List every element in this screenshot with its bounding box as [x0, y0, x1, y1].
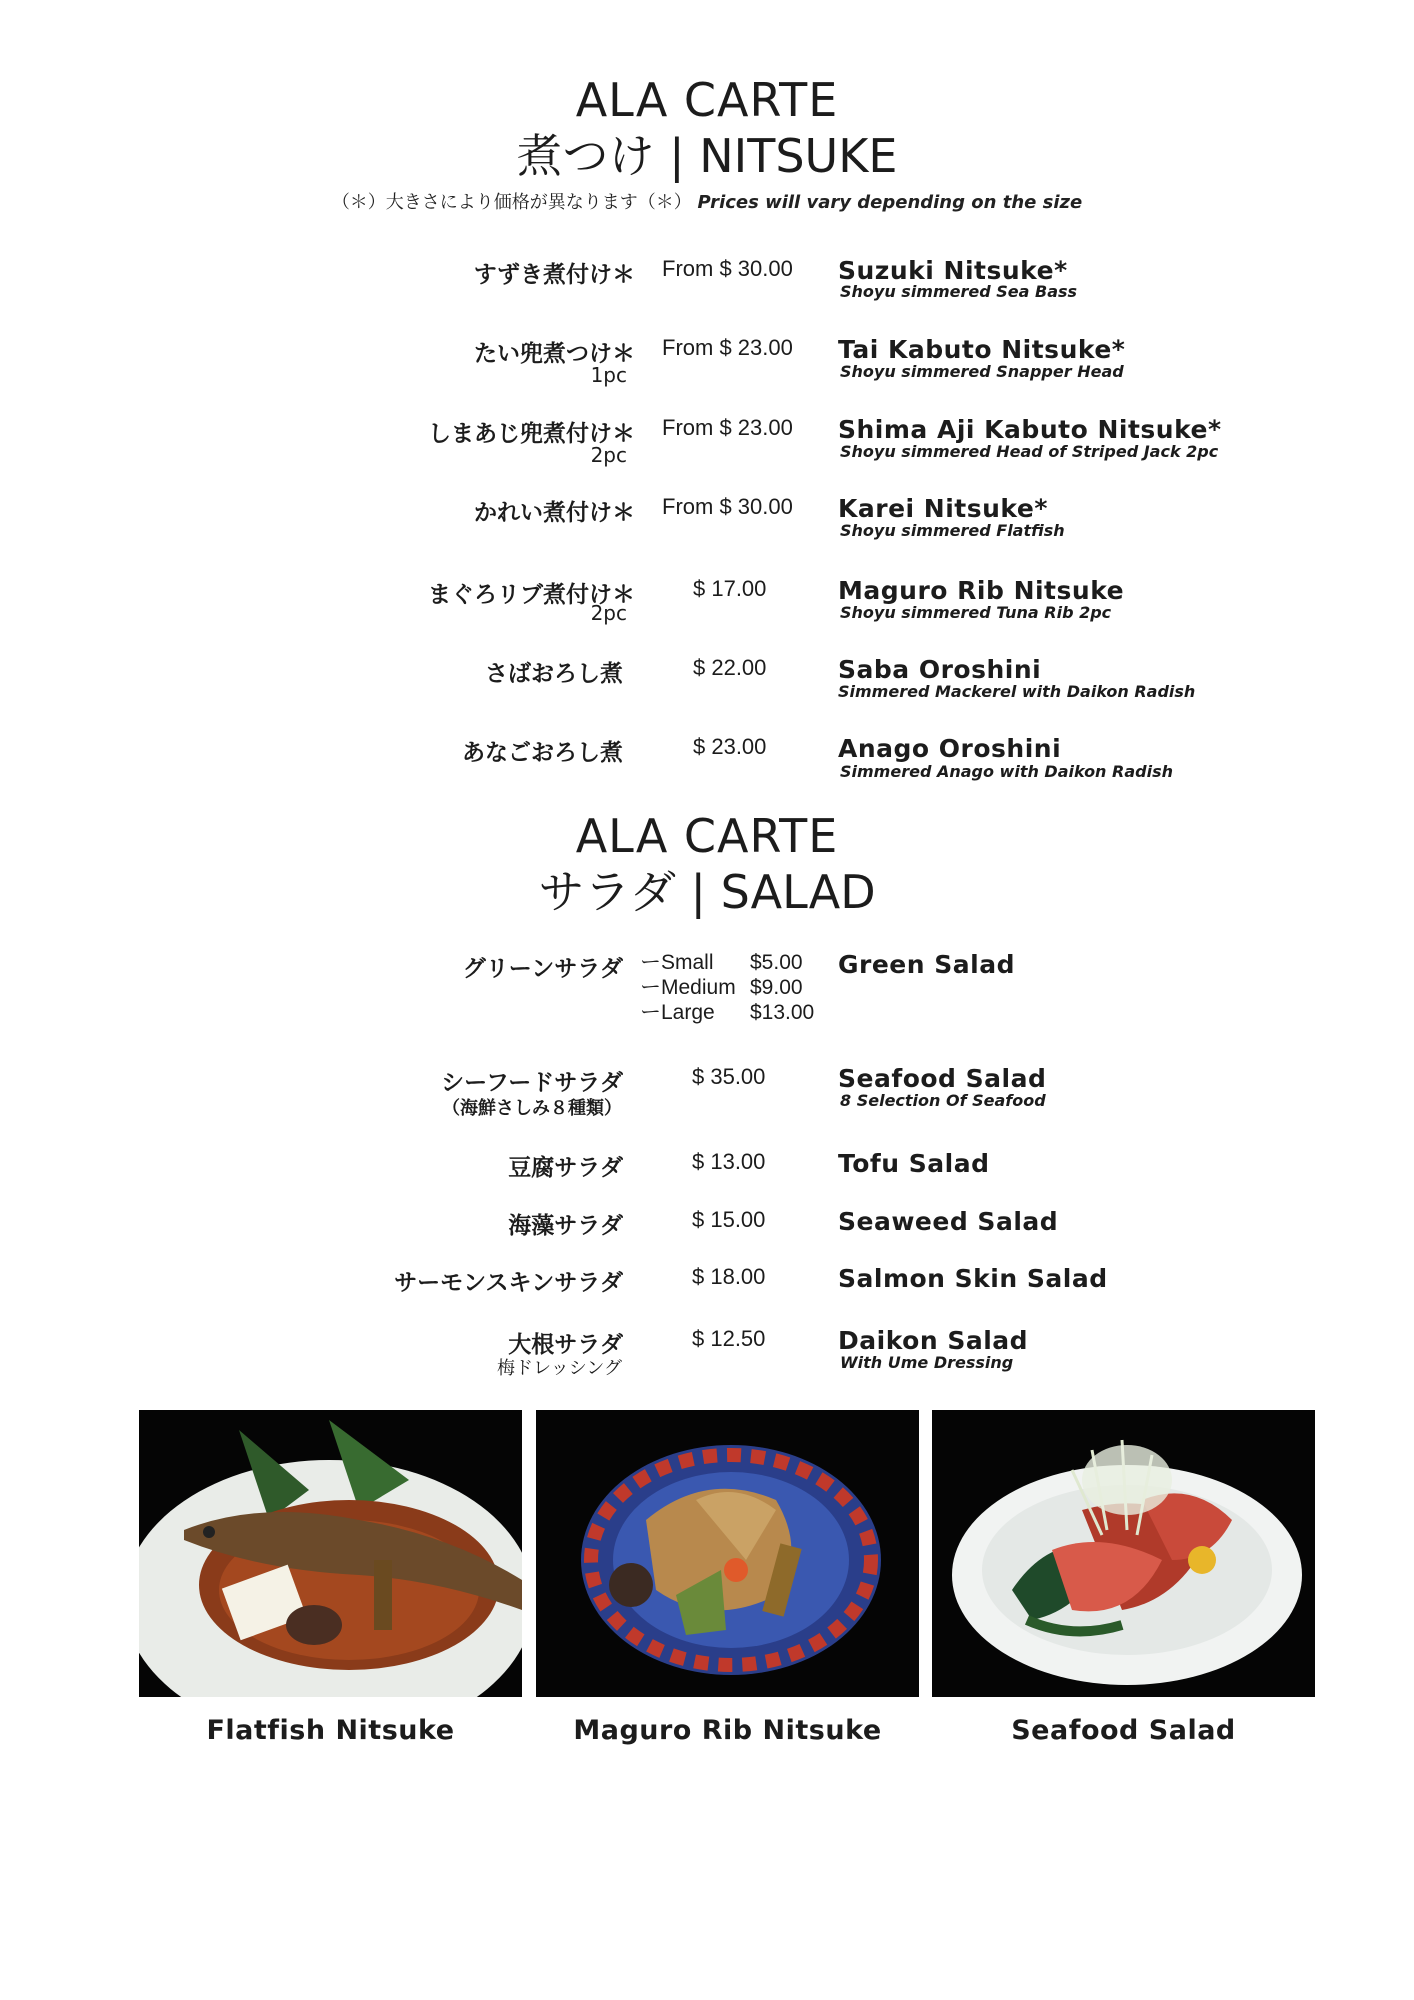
size-price: $13.00 [750, 1001, 815, 1024]
item-description: 8 Selection Of Seafood [840, 1091, 1046, 1110]
item-name-jp: シーフードサラダ [441, 1070, 623, 1096]
item-name-jp: あなごおろし煮 [462, 740, 623, 766]
item-name-jp: 大根サラダ [508, 1332, 623, 1358]
nitsuke-title-line2: 煮つけ | NITSUKE [516, 129, 898, 183]
item-description: Shoyu simmered Sea Bass [840, 282, 1078, 301]
item-price: $ 13.00 [692, 1149, 766, 1174]
price-note-jp: （＊）大きさにより価格が異なります（＊） [331, 192, 692, 213]
flatfish-nitsuke-photo [139, 1410, 522, 1697]
maguro-rib-nitsuke-photo [536, 1410, 919, 1697]
seafood-salad-caption: Seafood Salad [1011, 1715, 1236, 1746]
item-name-jp: 海藻サラダ [508, 1213, 623, 1239]
maguro-rib-nitsuke-caption: Maguro Rib Nitsuke [573, 1715, 882, 1746]
item-name-en: Seaweed Salad [838, 1207, 1059, 1236]
size-options [640, 950, 814, 1025]
flatfish-nitsuke-image [139, 1410, 522, 1697]
item-description: Shoyu simmered Tuna Rib 2pc [840, 603, 1112, 622]
nitsuke-title-line1: ALA CARTE [575, 73, 839, 127]
item-name-jp: たい兜煮つけ＊ [474, 341, 635, 367]
salad-heading [0, 808, 1414, 920]
item-name-jp: かれい煮付け＊ [474, 500, 635, 526]
item-price: $ 23.00 [693, 734, 767, 759]
item-name-en: Saba Oroshini [838, 655, 1042, 684]
item-name-en: Tofu Salad [838, 1149, 990, 1178]
size-label: ーLarge [640, 1001, 715, 1024]
size-option [640, 1000, 814, 1025]
item-name-jp: さばおろし煮 [485, 661, 623, 687]
item-price: $ 15.00 [692, 1207, 766, 1232]
item-name-en: Karei Nitsuke* [838, 494, 1048, 523]
item-name-jp: グリーンサラダ [462, 956, 623, 982]
item-name-jp: まぐろリブ煮付け＊ [428, 582, 635, 608]
item-name-jp: すずき煮付け＊ [473, 262, 635, 288]
item-description: Simmered Mackerel with Daikon Radish [838, 682, 1196, 701]
size-option [640, 950, 814, 975]
item-price: $ 18.00 [692, 1264, 766, 1289]
item-name-en: Tai Kabuto Nitsuke* [838, 335, 1126, 364]
maguro-rib-nitsuke-image [536, 1410, 919, 1697]
size-price: $5.00 [750, 951, 803, 974]
salad-title-line1: ALA CARTE [575, 809, 839, 863]
item-price: From $ 30.00 [662, 256, 793, 281]
item-name-en: Shima Aji Kabuto Nitsuke* [838, 415, 1222, 444]
item-name-en: Salmon Skin Salad [838, 1264, 1108, 1293]
item-price: $ 35.00 [692, 1064, 766, 1089]
item-price: From $ 30.00 [662, 494, 793, 519]
item-description: Shoyu simmered Flatfish [840, 521, 1065, 540]
size-label: ーSmall [640, 951, 714, 974]
nitsuke-heading [0, 72, 1414, 184]
flatfish-nitsuke-caption: Flatfish Nitsuke [206, 1715, 455, 1746]
item-name-jp: サーモンスキンサラダ [394, 1270, 623, 1296]
salad-title-line2: サラダ | SALAD [538, 865, 876, 919]
item-name-en: Anago Oroshini [838, 734, 1062, 763]
item-name-en: Seafood Salad [838, 1064, 1047, 1093]
item-price: From $ 23.00 [662, 415, 793, 440]
item-name-en: Maguro Rib Nitsuke [838, 576, 1125, 605]
item-name-en: Suzuki Nitsuke* [838, 256, 1068, 285]
price-note-en: Prices will vary depending on the size [697, 192, 1083, 213]
item-description: Shoyu simmered Snapper Head [840, 362, 1124, 381]
item-name-jp-sub: 2pc [590, 443, 627, 467]
size-price: $9.00 [750, 976, 803, 999]
item-name-jp-sub: 梅ドレッシング [496, 1358, 622, 1379]
item-price: $ 12.50 [692, 1326, 766, 1351]
size-label: ーMedium [640, 976, 736, 999]
item-name-jp: しまあじ兜煮付け＊ [428, 421, 635, 447]
price-note [0, 188, 1414, 214]
item-price: $ 22.00 [693, 655, 767, 680]
item-description: Simmered Anago with Daikon Radish [840, 762, 1173, 781]
item-name-jp-sub: 1pc [590, 363, 627, 387]
item-name-en: Green Salad [838, 950, 1015, 979]
item-price: From $ 23.00 [662, 335, 793, 360]
item-name-jp: 豆腐サラダ [508, 1155, 623, 1181]
seafood-salad-photo [932, 1410, 1315, 1697]
seafood-salad-image [932, 1410, 1315, 1697]
item-name-jp-sub: 2pc [590, 601, 627, 625]
size-option [640, 975, 814, 1000]
item-description: With Ume Dressing [840, 1353, 1014, 1372]
item-name-jp-sub: （海鮮さしみ８種類） [442, 1098, 622, 1119]
item-description: Shoyu simmered Head of Striped Jack 2pc [840, 442, 1219, 461]
item-name-en: Daikon Salad [838, 1326, 1029, 1355]
item-price: $ 17.00 [693, 576, 767, 601]
